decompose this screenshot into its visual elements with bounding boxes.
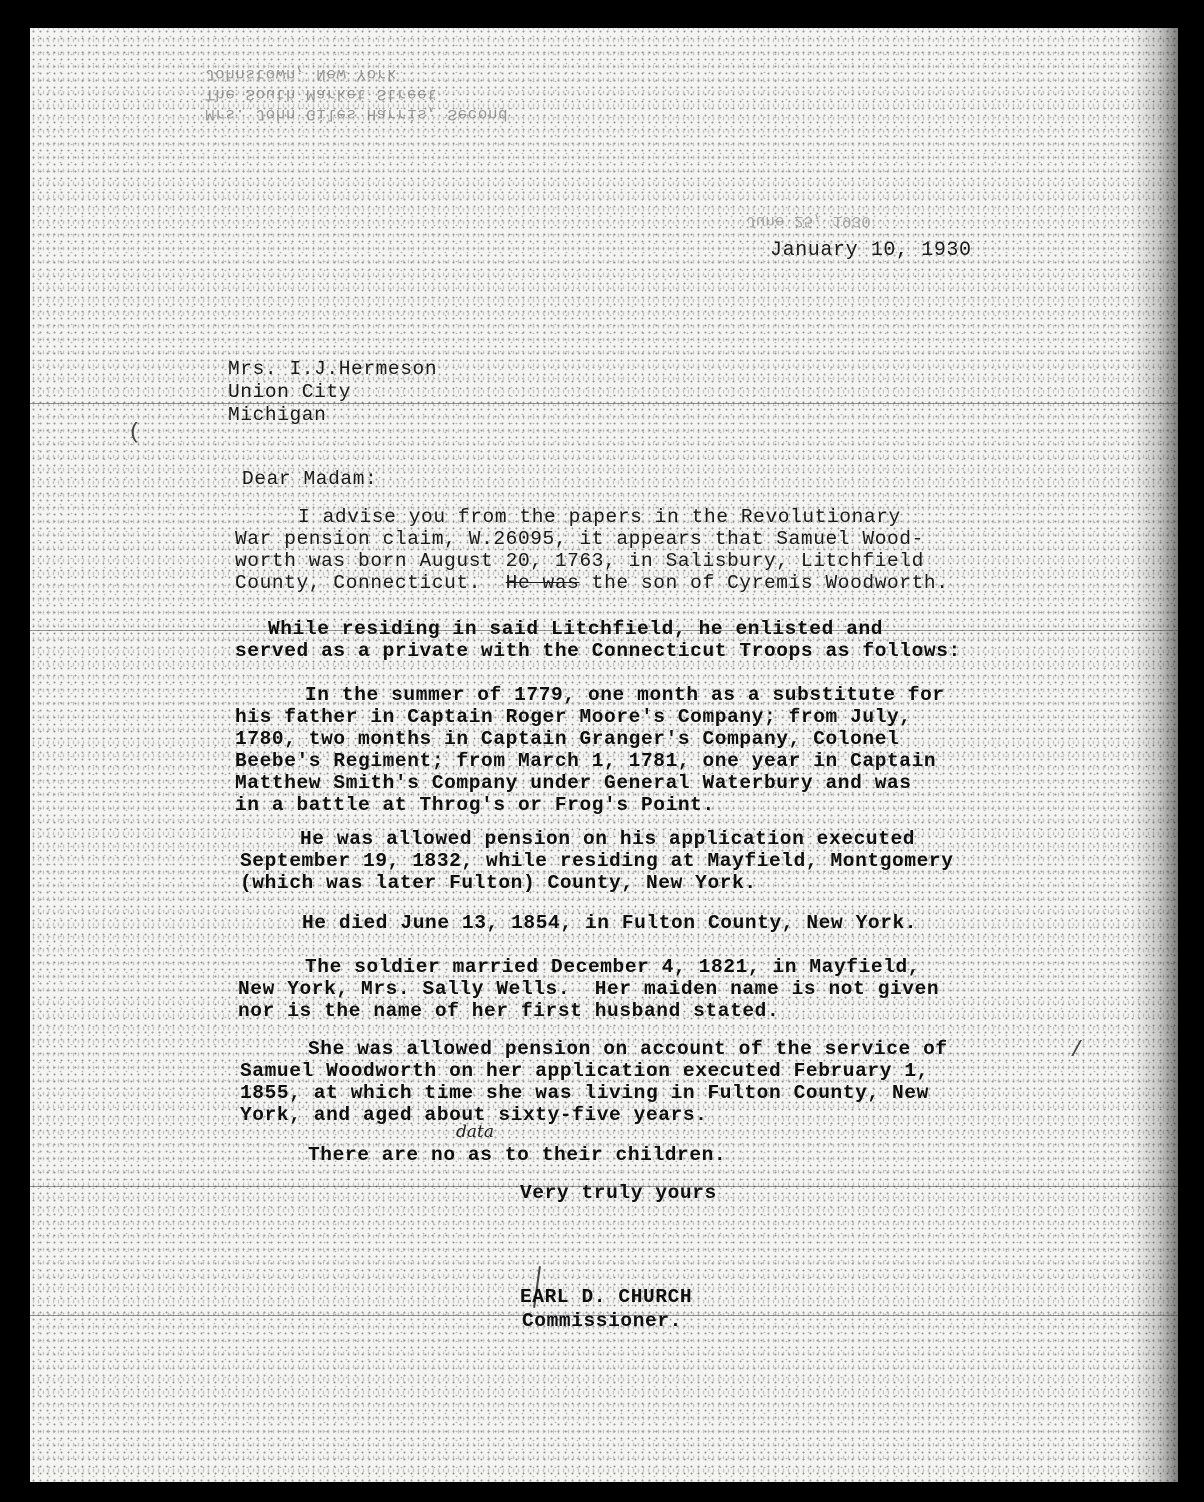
- fold-line: [30, 403, 1178, 404]
- recipient-state: Michigan: [228, 404, 327, 426]
- paragraph-line: 1855, at which time she was living in Fulton County, New: [240, 1082, 929, 1104]
- paragraph-line: He was allowed pension on his application executed: [300, 828, 916, 850]
- paragraph-line: worth was born August 20, 1763, in Salisbury, Litchfield: [235, 550, 924, 572]
- paragraph-line: 1780, two months in Captain Granger's Company, Colonel: [235, 728, 900, 750]
- paragraph-line: While residing in said Litchfield, he enlisted and: [268, 618, 884, 640]
- paragraph-line: I advise you from the papers in the Revolutionary: [298, 506, 901, 528]
- paragraph-line: his father in Captain Roger Moore's Company; from July,: [235, 706, 912, 728]
- bleed-through-line: The South Market Street: [205, 85, 438, 103]
- paragraph-line: September 19, 1832, while residing at Mayfield, Montgomery: [240, 850, 954, 872]
- paragraph-line: York, and aged about sixty-five years.: [240, 1104, 708, 1126]
- paragraph-line: The soldier married December 4, 1821, in Mayfield,: [305, 956, 921, 978]
- bleed-through-date: June 25, 1930: [746, 212, 871, 230]
- paragraph-line: War pension claim, W.26095, it appears that Samuel Wood-: [235, 528, 924, 550]
- pencil-mark: /: [1070, 1038, 1084, 1063]
- recipient-name: Mrs. I.J.Hermeson: [228, 358, 438, 380]
- salutation: Dear Madam:: [242, 468, 378, 490]
- letter-page: [30, 28, 1178, 1482]
- paragraph-line: (which was later Fulton) County, New York.: [240, 872, 757, 894]
- text-run: County, Connecticut.: [235, 572, 506, 594]
- paragraph-line: in a battle at Throg's or Frog's Point.: [235, 794, 715, 816]
- paragraph-line: New York, Mrs. Sally Wells. Her maiden name is not given: [238, 978, 940, 1000]
- paragraph-line: Beebe's Regiment; from March 1, 1781, one year in Captain: [235, 750, 937, 772]
- letter-date: January 10, 1930: [770, 239, 972, 262]
- closing: Very truly yours: [520, 1182, 717, 1204]
- signatory-title: Commissioner.: [522, 1310, 682, 1332]
- struck-text: He was: [505, 572, 580, 594]
- page-edge-shadow: [1132, 28, 1178, 1482]
- paragraph-line: There are no as to their children.: [308, 1144, 727, 1166]
- paragraph-line: Samuel Woodworth on her application executed February 1,: [240, 1060, 929, 1082]
- paragraph-line: nor is the name of her first husband stated.: [238, 1000, 780, 1022]
- paragraph-line: She was allowed pension on account of the service of: [308, 1038, 948, 1060]
- paragraph-line: Matthew Smith's Company under General Waterbury and was: [235, 772, 912, 794]
- bleed-through-header: [205, 64, 508, 124]
- recipient-city: Union City: [228, 381, 352, 403]
- text-run: the son of Cyremis Woodworth.: [579, 572, 949, 594]
- pencil-mark: (: [128, 420, 142, 445]
- signatory-name: EARL D. CHURCH: [520, 1286, 693, 1308]
- paragraph-line: served as a private with the Connecticut Troops as follows:: [235, 640, 961, 662]
- paragraph-line: He died June 13, 1854, in Fulton County, New York.: [302, 912, 918, 934]
- bleed-through-line: Mrs. John Giles Harris, Second: [205, 105, 509, 123]
- paragraph-line: [235, 572, 949, 594]
- handwritten-insertion: data: [456, 1122, 494, 1142]
- paragraph-line: In the summer of 1779, one month as a substitute for: [305, 684, 945, 706]
- bleed-through-line: Johnstown, New York: [205, 65, 397, 83]
